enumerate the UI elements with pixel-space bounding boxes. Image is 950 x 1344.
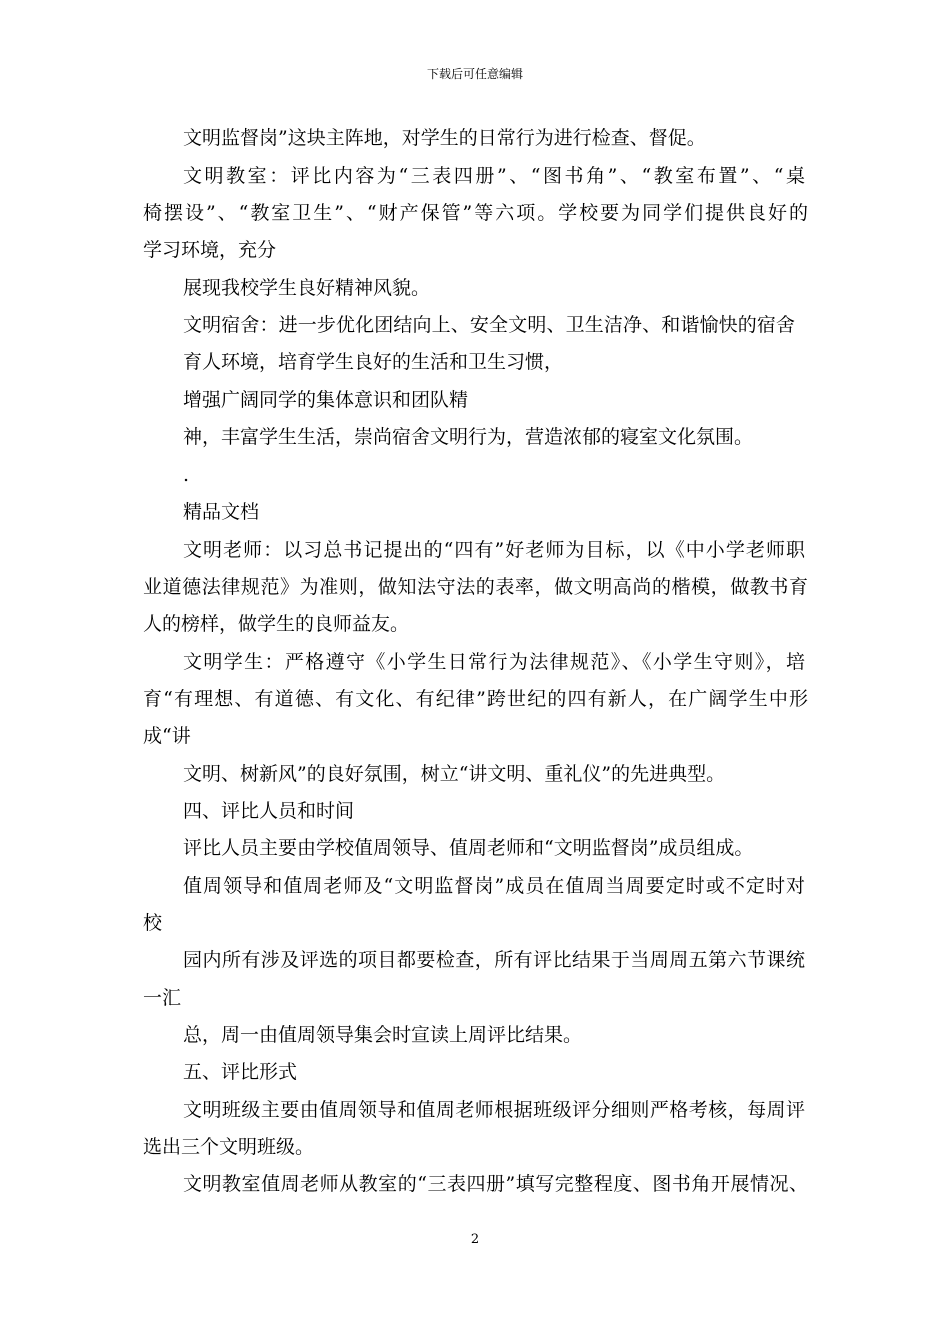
text-line: 学习环境，充分 — [143, 239, 277, 261]
text-line: 展现我校学生良好精神风貌。 — [183, 277, 431, 299]
text-line: 文明老师：以习总书记提出的“四有”好老师为目标，以《中小学老师职 — [183, 539, 805, 561]
text-line: 校 — [143, 912, 163, 934]
page-number: 2 — [470, 1232, 480, 1247]
text-line: 文明教室值周老师从教室的“三表四册”填写完整程度、图书角开展情况、 — [183, 1173, 808, 1195]
text-line: 文明学生：严格遵守《小学生日常行为法律规范》、《小学生守则》，培 — [183, 651, 805, 673]
text-line: 业道德法律规范》为准则，做知法守法的表率，做文明高尚的楷模，做教书育 — [143, 576, 808, 598]
page-header: 下载后可任意编辑 — [426, 67, 523, 81]
section-heading: 四、评比人员和时间 — [183, 800, 355, 822]
text-line: 神，丰富学生生活，崇尚宿舍文明行为，营造浓郁的寝室文化氛围。 — [183, 426, 754, 448]
text-line: 选出三个文明班级。 — [143, 1136, 315, 1158]
text-line: 一汇 — [143, 987, 182, 1009]
text-line: 人的榜样，做学生的良师益友。 — [143, 613, 410, 635]
text-line: 文明监督岗”这块主阵地，对学生的日常行为进行检查、督促。 — [183, 127, 706, 149]
text-line: 值周领导和值周老师及“文明监督岗”成员在值周当周要定时或不定时对 — [183, 875, 805, 897]
text-line: 总，周一由值周领导集会时宣读上周评比结果。 — [183, 1024, 583, 1046]
text-line: 文明教室：评比内容为“三表四册”、“图书角”、“教室布置”、“桌 — [183, 165, 805, 187]
text-line: 评比人员主要由学校值周领导、值周老师和“文明监督岗”成员组成。 — [183, 837, 754, 859]
text-line: 精品文档 — [183, 501, 260, 523]
section-heading: 五、评比形式 — [183, 1061, 298, 1083]
text-line: 育“有理想、有道德、有文化、有纪律”跨世纪的四有新人，在广阔学生中形 — [143, 688, 808, 710]
text-line: 椅摆设”、“教室卫生”、“财产保管”等六项。学校要为同学们提供良好的 — [143, 202, 808, 224]
text-line: 文明班级主要由值周领导和值周老师根据班级评分细则严格考核，每周评 — [183, 1099, 805, 1121]
text-line: 园内所有涉及评选的项目都要检查，所有评比结果于当周周五第六节课统 — [183, 949, 805, 971]
text-line: 文明、树新风”的良好氛围，树立“讲文明、重礼仪”的先进典型。 — [183, 763, 726, 785]
text-line: 成“讲 — [143, 725, 191, 747]
text-line: . — [183, 464, 190, 486]
text-line: 文明宿舍：进一步优化团结向上、安全文明、卫生洁净、和谐愉快的宿舍 — [183, 314, 795, 336]
text-line: 增强广阔同学的集体意识和团队精 — [183, 389, 469, 411]
text-line: 育人环境，培育学生良好的生活和卫生习惯， — [183, 351, 564, 373]
